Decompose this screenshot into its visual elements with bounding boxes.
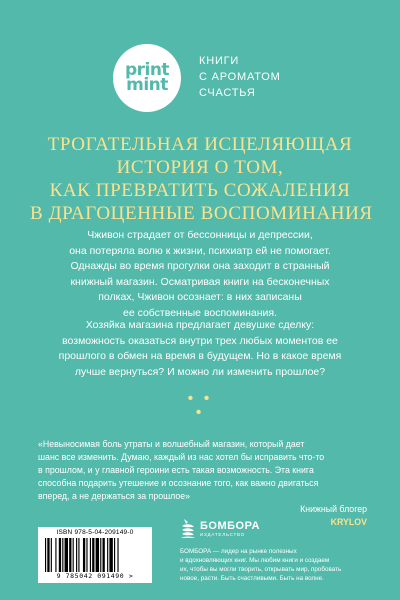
- barcode-bar: [73, 538, 74, 572]
- barcode-digits: 9 785042 091490 >: [56, 572, 134, 580]
- barcode-bar: [109, 538, 112, 572]
- synopsis-line: Чживон страдает от бессонницы и депрессии,: [87, 229, 313, 241]
- barcode-bar: [100, 538, 101, 572]
- barcode-bar: [76, 538, 77, 572]
- publisher-line: их, чтобы вы могли творить, открывать мир, пробовать: [180, 566, 342, 573]
- tagline-line: КНИГИ: [199, 55, 240, 67]
- synopsis-line: книжный магазин. Осматривая книги на бесконечных: [70, 275, 330, 288]
- quote-line: шанс все изменить. Думаю, каждый из нас хотел бы исправить что-то: [38, 452, 325, 462]
- bombora-icon: [180, 518, 196, 540]
- barcode-bar: [107, 538, 108, 572]
- barcode-bar: [65, 538, 68, 572]
- blogger-quote: [38, 438, 378, 503]
- headline-line: КАК ПРЕВРАТИТЬ СОЖАЛЕНИЯ: [49, 180, 351, 201]
- quote-line: в прошлом, и у главной героини есть такая возможность. Эта книга: [38, 465, 314, 475]
- barcode-bar: [114, 538, 115, 572]
- barcode-bar: [55, 538, 56, 572]
- publisher-line: и вдохновляющих книг. Мы любим книги и создаем: [180, 557, 330, 564]
- barcode-bars: [45, 538, 145, 572]
- publisher-subtitle: ИЗДАТЕЛЬСТВО: [200, 531, 246, 537]
- barcode-bar: [90, 538, 91, 572]
- quote-attribution: [300, 503, 367, 529]
- series-tagline: [199, 53, 281, 101]
- synopsis-line: ее собственные воспоминания.: [122, 306, 278, 319]
- barcode-bar: [51, 538, 52, 572]
- synopsis-line: возможность оказаться внутри трех любых моментов ее: [62, 334, 338, 347]
- printmint-logo: [113, 44, 181, 112]
- barcode-bar: [47, 538, 49, 572]
- headline: [30, 133, 373, 225]
- barcode-bar: [83, 538, 85, 572]
- barcode-bar: [62, 538, 63, 572]
- headline-line: ИСТОРИЯ О ТОМ,: [116, 157, 284, 178]
- attribution-role: Книжный блогер: [300, 504, 367, 514]
- tagline-line: СЧАСТЬЯ: [199, 87, 256, 99]
- publisher-name: БОМБОРА: [200, 519, 260, 532]
- synopsis-line: Однажды во время прогулки она заходит в странный: [70, 260, 330, 272]
- logo-word-print: print: [124, 60, 170, 80]
- barcode-bar: [103, 538, 105, 572]
- publisher-line: новое, расти. Быть счастливыми. Быть на волне.: [180, 575, 324, 582]
- synopsis-paragraph-1: [50, 228, 350, 321]
- logo-word-mint: mint: [126, 75, 168, 95]
- barcode-bar: [86, 538, 87, 572]
- publisher-logo: [180, 518, 260, 540]
- barcode-bar: [92, 538, 94, 572]
- attribution-name: KRYLOV: [330, 517, 367, 527]
- synopsis-line: Хозяйка магазина предлагает девушке сделку:: [85, 319, 315, 331]
- publisher-description: [180, 547, 370, 583]
- barcode: [38, 527, 152, 583]
- barcode-bar: [69, 538, 71, 572]
- headline-line: В ДРАГОЦЕННЫЕ ВОСПОМИНАНИЯ: [30, 203, 373, 224]
- synopsis-line: она потеряла волю к жизни, психиатр ей не помогает.: [69, 244, 331, 257]
- synopsis-line: лучше вернуться? И можно ли изменить прошлое?: [74, 365, 326, 378]
- publisher-line: БОМБОРА — лидер на рынке полезных: [180, 548, 297, 555]
- isbn-text: ISBN 978-5-04-209149-0: [56, 529, 134, 536]
- barcode-bar: [45, 538, 46, 572]
- synopsis-paragraph-2: [50, 318, 350, 380]
- quote-line: вперед, а не держаться за прошлое»: [38, 491, 191, 501]
- section-divider: • • •: [187, 390, 213, 421]
- headline-line: ТРОГАТЕЛЬНАЯ ИСЦЕЛЯЮЩАЯ: [47, 134, 353, 155]
- tagline-line: С АРОМАТОМ: [199, 71, 281, 83]
- barcode-bar: [59, 538, 61, 572]
- synopsis-line: прошлого в обмен на время в будущем. Но в какое время: [58, 350, 342, 362]
- synopsis-line: полках, Чживон осознает: в них записаны: [98, 291, 302, 303]
- quote-line: «Невыносимая боль утраты и волшебный магазин, который дает: [38, 439, 305, 449]
- quote-line: способна подарить утешение и осознание того, как важно двигаться: [38, 478, 319, 488]
- barcode-bar: [78, 538, 79, 572]
- barcode-bar: [117, 538, 118, 572]
- barcode-bar: [96, 538, 99, 572]
